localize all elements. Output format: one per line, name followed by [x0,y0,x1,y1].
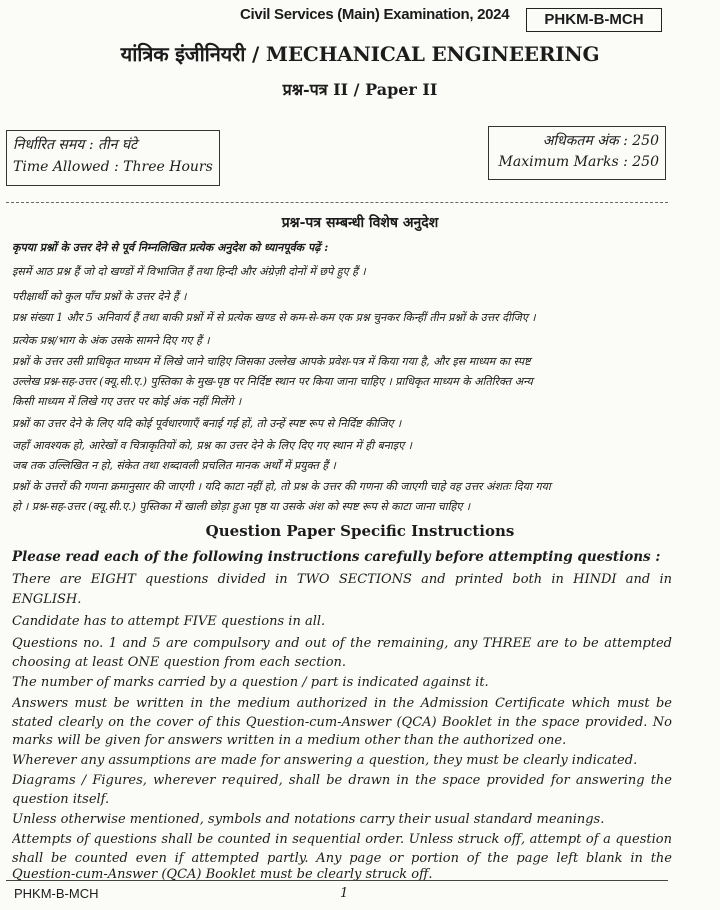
time-allowed-hindi: निर्धारित समय : तीन घंटे [13,137,138,153]
hindi-instructions-heading: प्रश्न-पत्र सम्बन्धी विशेष अनुदेश [281,215,439,231]
english-instruction-line: stated clearly on the cover of this Question-cum-Answer (QCA) Booklet in the space provided. No [12,715,672,730]
hindi-instruction-line: प्रत्येक प्रश्न/भाग के अंक उसके सामने दिए गए हैं । [12,334,210,347]
english-instructions-intro: Please read each of the following instructions carefully before attempting questions : [12,549,661,565]
paper-number: प्रश्न-पत्र II / Paper II [282,80,438,99]
exam-title: Civil Services (Main) Examination, 2024 [240,6,510,23]
hindi-instruction-line: इसमें आठ प्रश्न हैं जो दो खण्डों में विभाजित हैं तथा हिन्दी और अंग्रेज़ी दोनों में छपे हुए हैं । [12,265,366,278]
footer-paper-code: PHKM-B-MCH [14,886,99,901]
english-instruction-line: marks will be given for answers written in a medium other than the authorized one. [12,733,567,748]
english-instruction-line: Wherever any assumptions are made for answering a question, they must be clearly indicated. [12,753,638,768]
time-allowed-english: Time Allowed : Three Hours [13,159,213,175]
maximum-marks-box [488,126,666,180]
subject-title: यांत्रिक इंजीनियरी / MECHANICAL ENGINEERING [120,42,600,66]
hindi-instruction-line: प्रश्नों का उत्तर देने के लिए यदि कोई पूर्वधारणाएँ बनाई गई हों, तो उन्हें स्पष्ट रूप से निर्दिष्ट कीजिए । [12,417,402,430]
english-instruction-line: question itself. [12,792,110,807]
english-instruction-line: Questions no. 1 and 5 are compulsory and out of the remaining, any THREE are to be attempted [12,636,672,651]
hindi-instruction-line: किसी माध्यम में लिखे गए उत्तर पर कोई अंक नहीं मिलेंगे । [12,395,242,408]
english-instruction-line: shall be counted even if attempted partly. Any page or portion of the page left blank in the [12,851,672,866]
english-instruction-line: Answers must be written in the medium authorized in the Admission Certificate which must be [12,696,672,711]
english-instruction-line: ENGLISH. [12,592,82,607]
dashed-divider [6,202,668,203]
hindi-instruction-line: उल्लेख प्रश्न-सह-उत्तर (क्यू.सी.ए.) पुस्तिका के मुख-पृष्ठ पर निर्दिष्ट स्थान पर किया जाना चाहिए । प्राधिकृत माध्यम के अतिरिक्त अन्य [12,375,533,388]
english-instruction-line: Candidate has to attempt FIVE questions in all. [12,614,326,629]
maximum-marks-english: Maximum Marks : 250 [498,154,659,170]
maximum-marks-hindi: अधिकतम अंक : 250 [542,133,659,149]
hindi-instruction-line: जहाँ आवश्यक हो, आरेखों व चित्राकृतियों को, प्रश्न का उत्तर देने के लिए दिए गए स्थान में ही बनाइए । [12,439,412,452]
hindi-instruction-line: जब तक उल्लिखित न हो, संकेत तथा शब्दावली प्रचलित मानक अर्थों में प्रयुक्त हैं । [12,459,336,472]
page-number: 1 [340,886,349,901]
english-instruction-line: Question-cum-Answer (QCA) Booklet must be clearly struck off. [12,867,433,882]
paper-code-box: PHKM-B-MCH [526,8,662,32]
english-instruction-line: Diagrams / Figures, wherever required, shall be drawn in the space provided for answering the [12,773,672,788]
time-allowed-box [6,130,220,186]
english-instruction-line: Attempts of questions shall be counted in sequential order. Unless struck off, attempt of a question [12,832,672,847]
hindi-instruction-line: कृपया प्रश्नों के उत्तर देने से पूर्व निम्नलिखित प्रत्येक अनुदेश को ध्यानपूर्वक पढ़ें : [12,241,329,254]
english-instructions-heading: Question Paper Specific Instructions [205,522,515,540]
english-instruction-line: There are EIGHT questions divided in TWO SECTIONS and printed both in HINDI and in [12,572,672,587]
english-instruction-line: Unless otherwise mentioned, symbols and notations carry their usual standard meanings. [12,812,605,827]
hindi-instruction-line: प्रश्नों के उत्तरों की गणना क्रमानुसार की जाएगी । यदि काटा नहीं हो, तो प्रश्न के उत्तर की गणना की जाएगी चाहे वह उत्तर अंशतः दिया गया [12,480,551,493]
hindi-instruction-line: प्रश्नों के उत्तर उसी प्राधिकृत माध्यम में लिखे जाने चाहिए जिसका उल्लेख आपके प्रवेश-पत्र में किया गया है, और इस माध्यम का स्पष्ट [12,355,531,368]
english-instruction-line: The number of marks carried by a question / part is indicated against it. [12,675,489,690]
hindi-instruction-line: प्रश्न संख्या 1 और 5 अनिवार्य हैं तथा बाकी प्रश्नों में से प्रत्येक खण्ड से कम-से-कम एक प्रश्न चुनकर किन्हीं तीन प्रश्नों के उत्तर दीजिए । [12,311,536,324]
footer-divider [6,880,668,881]
english-instruction-line: choosing at least ONE question from each section. [12,655,347,670]
hindi-instruction-line: परीक्षार्थी को कुल पाँच प्रश्नों के उत्तर देने हैं । [12,290,187,303]
hindi-instruction-line: हो । प्रश्न-सह-उत्तर (क्यू.सी.ए.) पुस्तिका में खाली छोड़ा हुआ पृष्ठ या उसके अंश को स्पष्ट रूप से काटा जाना चाहिए । [12,500,471,513]
